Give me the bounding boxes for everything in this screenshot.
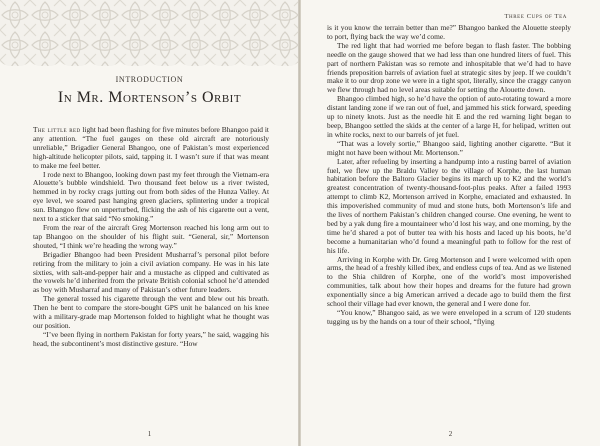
paragraph: Brigadier Bhangoo had been President Musharraf’s personal pilot before retiring from the military to join a civil aviation company. He was in his late sixties, with salt-and-pepper hair and a mustache as clipped and cultivated as the vowels he’d inherited from the private British colonial school he’d attended as boy with Musharraf and many of Pakistan’s other future leaders. (33, 249, 269, 295)
running-head: Three Cups of Tea (504, 13, 567, 20)
right-page-body (327, 24, 571, 327)
paragraph: The red light that had worried me before began to flash faster. The bobbing needle on the gauge showed that we had less than one hundred liters of fuel. This part of northern Pakistan was so remote and inhospitable that we’d had to have friends preposition barrels of aviation fuel at strategic sites by jeep. If we couldn’t make it to our drop zone we were in a tight spot, literally, since the craggy canyon we flew through had no level areas suitable for setting the Alouette down. (327, 40, 571, 95)
paragraph: Arriving in Korphe with Dr. Greg Mortenson and I were welcomed with open arms, the head of a freshly killed ibex, and endless cups of tea. And as we listened to the Shia children of Korphe, one of the world’s most impoverished communities, talk about how their hopes and dreams for the future had grown exponentially since a big American arrived a decade ago to build them the first school their village had ever known, the general and I were done for. (327, 254, 571, 309)
section-label: INTRODUCTION (115, 75, 184, 84)
paragraph: “You know,” Bhangoo said, as we were enveloped in a scrum of 120 students tugging us by the hands on a tour of their school, “flying (327, 308, 571, 326)
paragraph: is it you know the terrain better than me?” Bhangoo banked the Alouette steeply to port, flying back the way we’d come. (327, 23, 571, 41)
right-page (301, 0, 600, 446)
paragraph: The little red light had been flashing for five minutes before Bhangoo paid it any attention. “The fuel gauges on these old aircraft are notoriously unreliable,” Brigadier General Bhangoo, one of Pakistan’s most experienced high-altitude helicopter pilots, said, tapping it. I wasn’t sure if that was meant to make me feel better. (33, 125, 269, 170)
page-number: 2 (448, 430, 453, 438)
paragraph: From the rear of the aircraft Greg Mortenson reached his long arm out to tap Bhangoo on the shoulder of his flight suit. “General, sir,” Mortenson shouted, “I think we’re heading the wrong way.” (33, 222, 269, 250)
paragraph: The general tossed his cigarette through the vent and blew out his breath. Then he bent to compare the store-bought GPS unit he balanced on his knee with a military-grade map Mortenson folded to highlight what he thought was our position. (33, 294, 269, 330)
chapter-title: In Mr. Mortenson’s Orbit (57, 89, 242, 106)
paragraph: Bhangoo climbed high, so he’d have the option of auto-rotating toward a more distant landing zone if we ran out of fuel, and jammed his stick forward, speeding up to ninety knots. Just as the needle hit E and the red warning light began to beep, Bhangoo settled the skids at the center of a large H, for helipad, written out in white rocks, next to our barrels of jet fuel. (327, 94, 571, 139)
paragraph: I rode next to Bhangoo, looking down past my feet through the Vietnam-era Alouette’s bubble windshield. Two thousand feet below us a river twisted, hemmed in by rocky crags jutting out from both sides of the Hunza Valley. At eye level, we soared past hanging green glaciers, splintering under a tropical sun. Bhangoo flew on unperturbed, flicking the ash of his cigarette out a vent, next to a sticker that said “No smoking.” (33, 169, 269, 224)
lead-in: The little red (33, 125, 81, 134)
paragraph: “I’ve been flying in northern Pakistan for forty years,” he said, wagging his head, the subcontinent’s most distinctive gesture. “How (33, 329, 269, 348)
left-page-body (33, 126, 269, 349)
page-number: 1 (147, 430, 152, 438)
arabesque-pattern-icon (0, 0, 299, 72)
left-page (0, 0, 299, 446)
paragraph: “That was a lovely sortie,” Bhangoo said, lighting another cigarette. “But it might not have been without Mr. Mortenson.” (327, 138, 571, 157)
ornamental-header (0, 0, 299, 72)
paragraph: Later, after refueling by inserting a handpump into a rusting barrel of aviation fuel, we flew up the Braldu Valley to the village of Korphe, the last human habitation before the Baltoro Glacier begins its march up to K2 and the world’s greatest concentration of twenty-thousand-foot-plus peaks. After a failed 1993 attempt to climb K2, Mortenson arrived in Korphe, emaciated and exhausted. In this impoverished community of mud and stone huts, both Mortenson’s life and the lives of northern Pakistan’s children changed course. One evening, he went to bed by a yak dung fire a mountaineer who’d lost his way, and one morning, by the time he’d shared a pot of butter tea with his hosts and laced up his boots, he’d become a humanitarian who’d found a meaningful path to follow for the rest of his life. (327, 156, 571, 255)
